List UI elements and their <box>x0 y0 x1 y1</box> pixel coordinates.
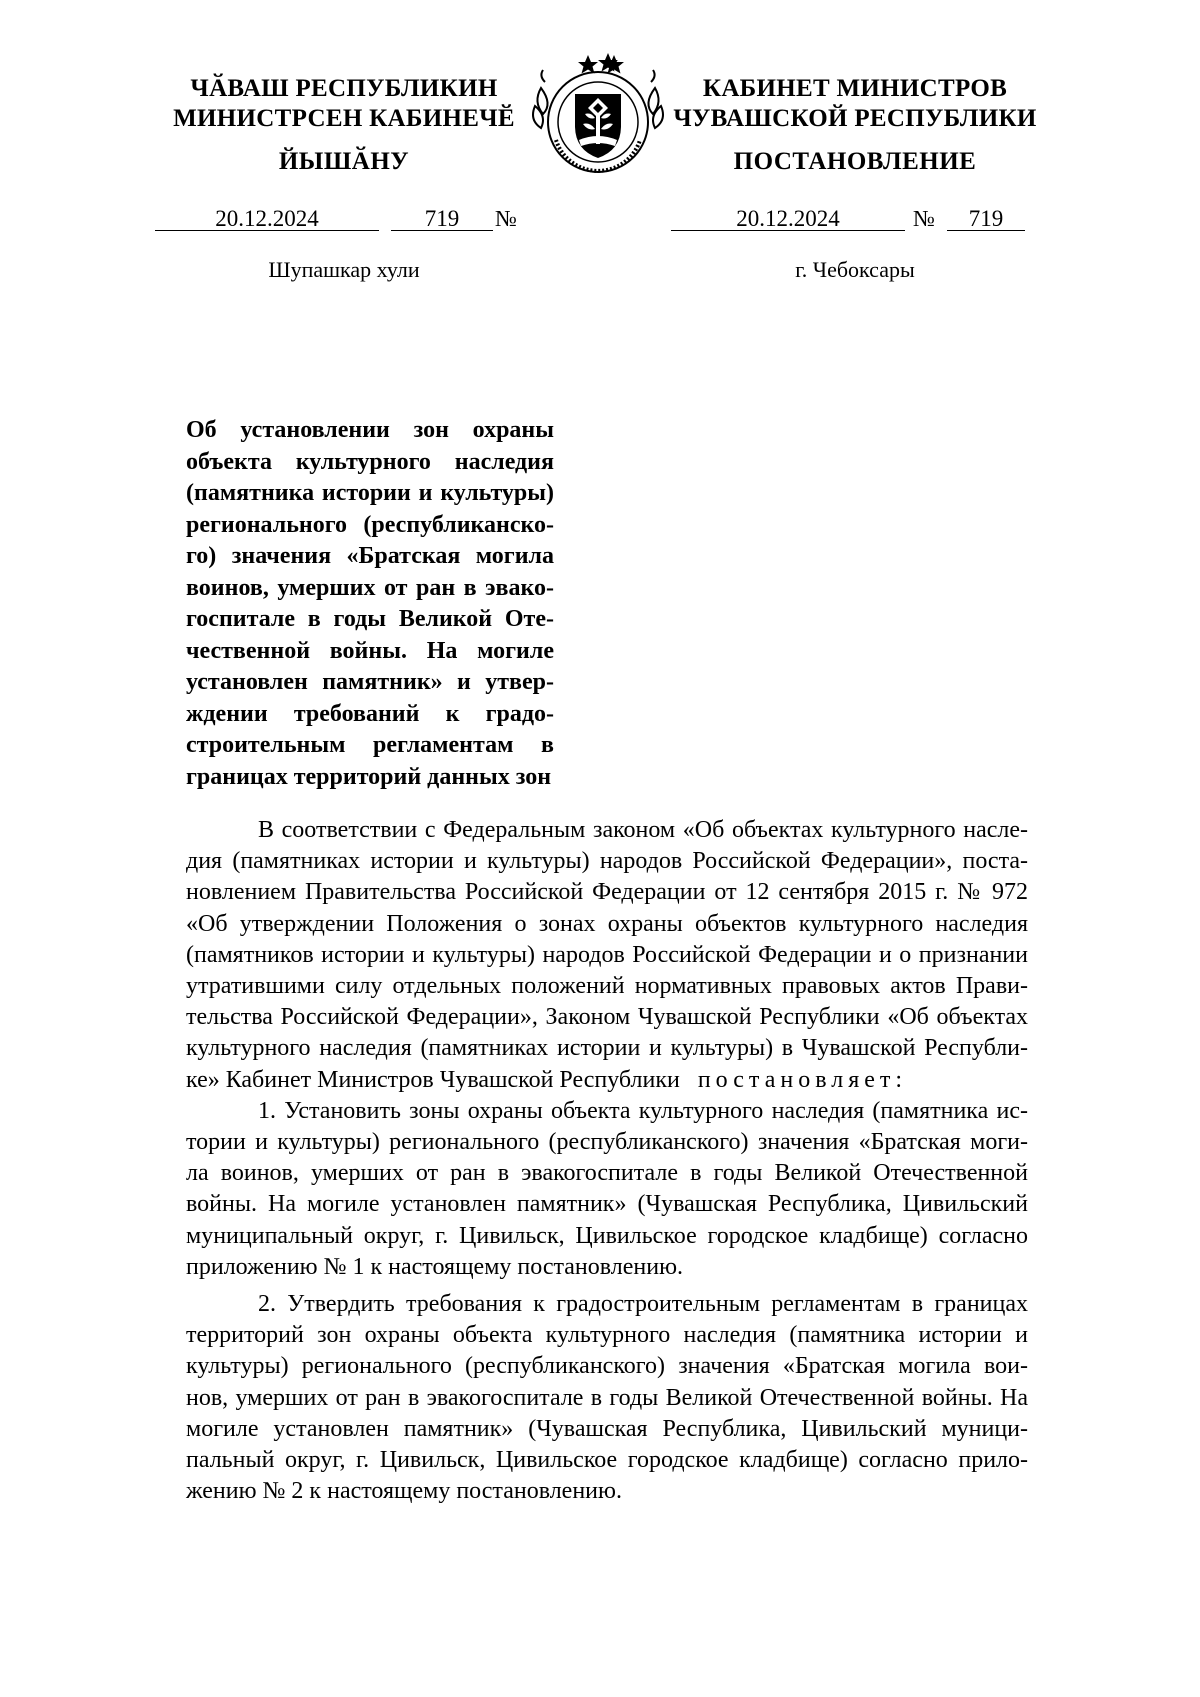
left-number-field: 719 <box>391 205 493 231</box>
preamble-line: новлением Правительства Российской Федерации от 12 сентября 2015 г. № 972 <box>186 879 1028 906</box>
left-date-field: 20.12.2024 <box>155 205 379 231</box>
preamble-line: культурного наследия (памятниках истории и культуры) в Чувашской Республи- <box>186 1035 1028 1062</box>
left-header-line-2: МИНИСТРСЕН КАБИНЕЧӖ <box>173 105 515 132</box>
chuvash-republic-coat-of-arms-icon <box>523 48 673 176</box>
subject-line: (памятника истории и культуры) <box>186 480 554 506</box>
subject-line: строительным регламентам в <box>186 732 554 758</box>
right-header-title <box>672 74 1038 134</box>
subject-line: регионального (республиканско- <box>186 511 554 538</box>
preamble-line: (памятников истории и культуры) народов Российской Федерации и о признании <box>186 941 1028 968</box>
preamble-line: дия (памятниках истории и культуры) народов Российской Федерации», поста- <box>186 848 1028 875</box>
resolution-keyword: постановляет: <box>697 1066 908 1093</box>
item-1-line: 1. Установить зоны охраны объекта культурного наследия (памятника ис- <box>258 1097 1028 1124</box>
item-2-line: нов, умерших от ран в эвакогоспитале в годы Великой Отечественной войны. На <box>186 1384 1028 1411</box>
item-1-line: приложению № 1 к настоящему постановлению. <box>186 1253 684 1280</box>
item-2-line: могиле установлен памятник» (Чувашская Республика, Цивильский муници- <box>186 1415 1028 1442</box>
right-number-field: 719 <box>947 205 1025 231</box>
item-1-line: войны. На могиле установлен памятник» (Чувашская Республика, Цивильский <box>186 1191 1028 1218</box>
right-date-field: 20.12.2024 <box>671 205 905 231</box>
subject-line: Об установлении зон охраны <box>186 417 554 443</box>
preamble-line: В соответствии с Федеральным законом «Об объектах культурного насле- <box>258 817 1028 843</box>
subject-line: установлен памятник» и утвер- <box>186 669 554 695</box>
left-number-sign: № <box>495 206 517 231</box>
right-number-sign: № <box>913 206 935 231</box>
item-1-line: тории и культуры) регионального (республиканского) значения «Братская моги- <box>186 1129 1028 1156</box>
left-header-line-1: ЧӐВАШ РЕСПУБЛИКИН <box>190 75 498 102</box>
preamble-line: тельства Российской Федерации», Законом Чувашской Республики «Об объектах <box>186 1004 1028 1031</box>
document-body <box>186 815 1028 1507</box>
item-2-line: жению № 2 к настоящему постановлению. <box>186 1478 622 1505</box>
item-1-line: муниципальный округ, г. Цивильск, Цивильское городское кладбище) согласно <box>186 1222 1028 1249</box>
subject-line: ждении требований к градо- <box>186 700 554 727</box>
right-document-kind: ПОСТАНОВЛЕНИЕ <box>733 148 977 175</box>
preamble-last-line <box>186 1065 1028 1096</box>
left-document-kind: ЙЫШӐНУ <box>278 148 410 175</box>
left-header-title <box>170 74 518 134</box>
item-2-paragraph <box>186 1289 1028 1507</box>
subject-line: го) значения «Братская могила <box>186 543 554 569</box>
preamble-line: утратившими силу отдельных положений нормативных правовых актов Прави- <box>186 973 1028 1000</box>
right-date-number-line <box>671 205 1031 233</box>
item-2-line: культуры) регионального (республиканского) значения «Братская могила вои- <box>186 1353 1028 1380</box>
item-2-line: территорий зон охраны объекта культурного наследия (памятника истории и <box>186 1322 1028 1349</box>
item-2-line: 2. Утвердить требования к градостроительным регламентам в границах <box>258 1291 1028 1318</box>
subject-line: госпитале в годы Великой Оте- <box>186 606 554 632</box>
left-city: Шупашкар хули <box>268 257 420 282</box>
right-city: г. Чебоксары <box>795 257 915 282</box>
preamble-line: «Об утверждении Положения о зонах охраны объектов культурного наследия <box>186 910 1028 937</box>
subject-line: чественной войны. На могиле <box>186 637 554 664</box>
item-1-line: ла воинов, умерших от ран в эвакогоспитале в годы Великой Отечественной <box>186 1160 1028 1187</box>
document-subject <box>186 415 554 793</box>
right-header-line-1: КАБИНЕТ МИНИСТРОВ <box>702 75 1008 102</box>
subject-line: объекта культурного наследия <box>186 448 554 475</box>
left-date-number-line <box>155 205 527 233</box>
item-1-paragraph <box>186 1096 1028 1283</box>
preamble-last-line-start: ке» Кабинет Министров Чувашской Республики <box>186 1066 680 1093</box>
preamble-paragraph <box>186 815 1028 1096</box>
item-2-line: пальный округ, г. Цивильск, Цивильское городское кладбище) согласно прило- <box>186 1447 1028 1474</box>
subject-line: воинов, умерших от ран в эвако- <box>186 574 554 601</box>
subject-line: границах территорий данных зон <box>186 763 552 790</box>
right-header-line-2: ЧУВАШСКОЙ РЕСПУБЛИКИ <box>673 105 1037 132</box>
